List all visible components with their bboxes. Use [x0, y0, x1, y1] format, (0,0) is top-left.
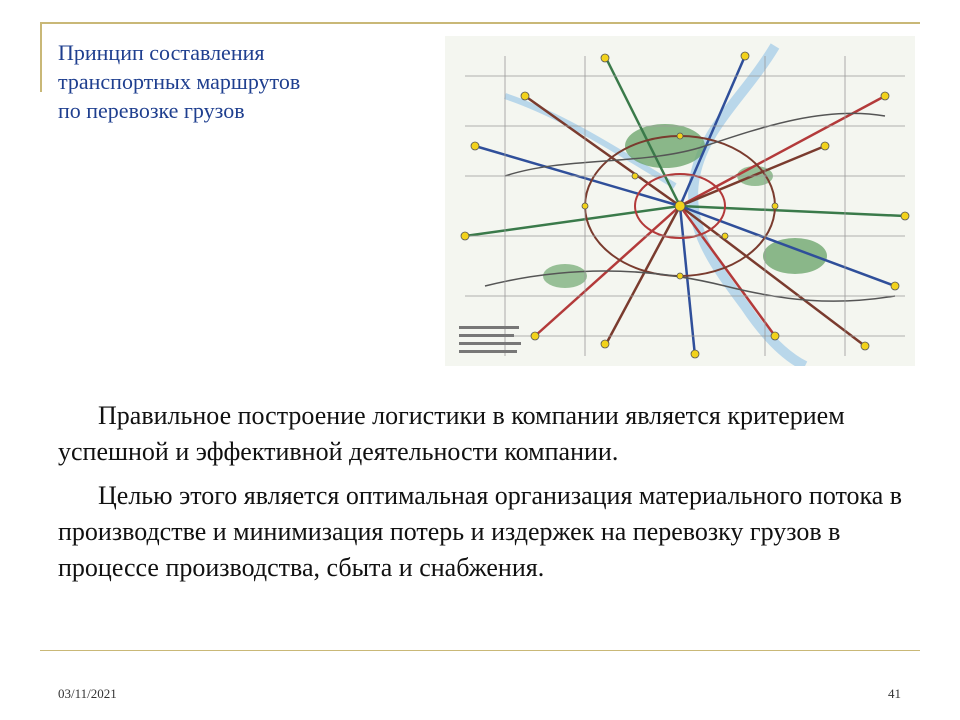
map-park — [625, 124, 705, 168]
title-line-1: Принцип составления — [58, 40, 265, 65]
slide-title — [58, 38, 398, 125]
footer-date: 03/11/2021 — [58, 686, 117, 701]
transport-route-map — [445, 36, 915, 366]
page-number: 41 — [888, 686, 901, 701]
title-line-2: транспортных маршрутов — [58, 69, 301, 94]
bottom-rule — [40, 650, 920, 651]
slide-body — [58, 398, 918, 594]
title-line-3: по перевозке грузов — [58, 98, 245, 123]
paragraph-2: Целью этого является оптимальная организация материального потока в производстве и минимизация потерь и издержек на перевозку грузов в процессе производства, сбыта и снабжения. — [58, 481, 903, 582]
top-rule — [40, 22, 920, 24]
paragraph-1: Правильное построение логистики в компании является критерием успешной и эффективной деятельности компании. — [58, 401, 845, 466]
left-rule — [40, 22, 42, 92]
map-park — [543, 264, 587, 288]
